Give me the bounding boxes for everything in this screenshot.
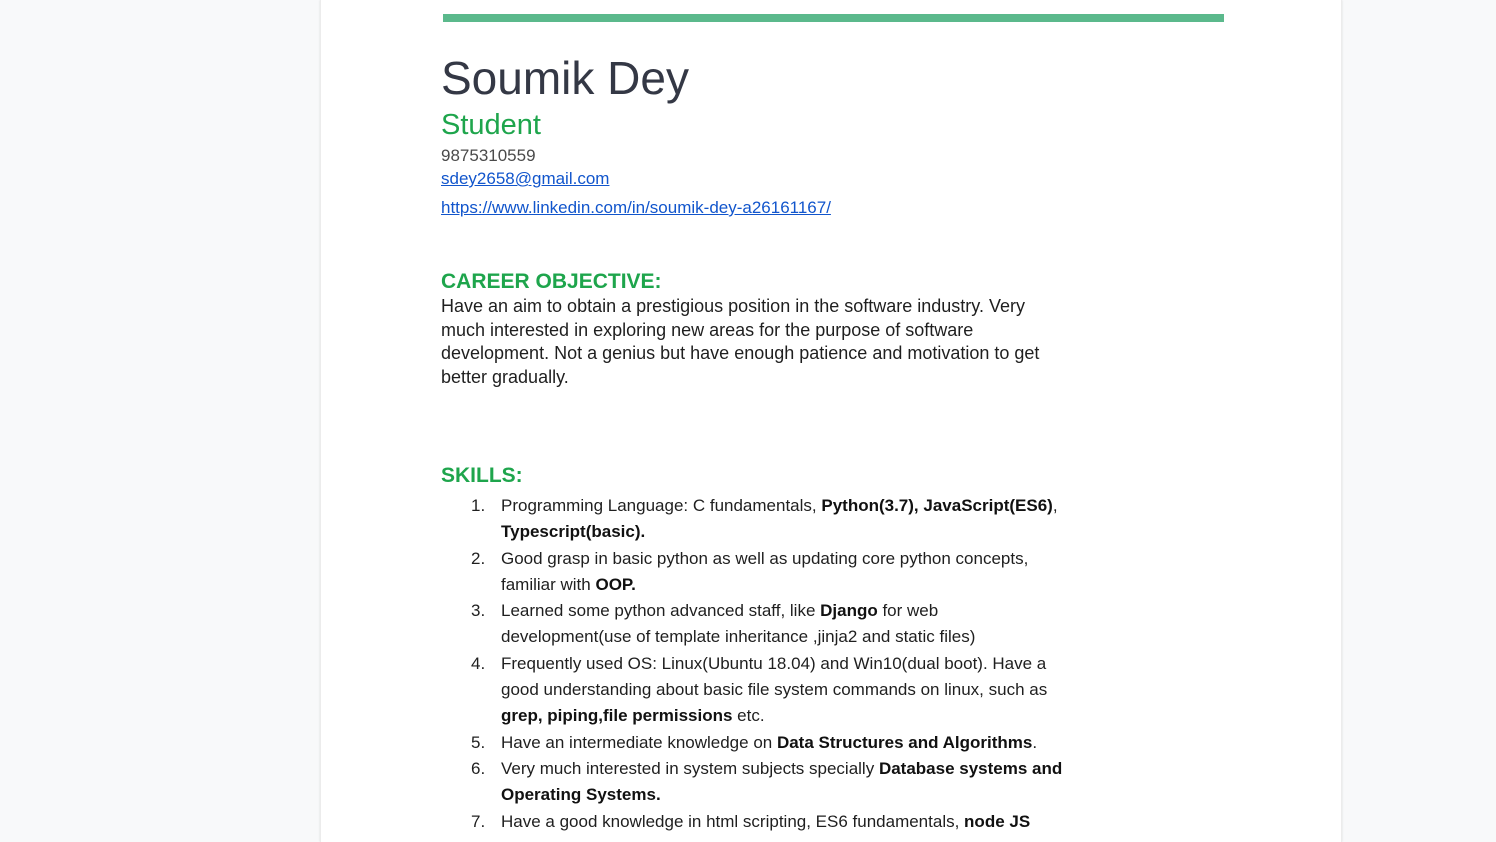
skill-item-number: 2. [471,548,486,568]
resume-content [441,52,1081,835]
skill-item-text: for web development(use of template inheritance ,jinja2 and static files) [501,601,976,647]
skill-item-number: 4. [471,653,486,673]
skill-item-text: Good grasp in basic python as well as updating core python concepts, familiar with [501,548,1029,594]
skill-item-text: Learned some python advanced staff, like [501,601,821,621]
skill-item-number: 7. [471,811,486,831]
skill-item-emphasis: Python(3.7), [821,496,919,515]
skill-item-emphasis: Typescript(basic). [501,522,646,542]
resume-page [320,0,1342,842]
skill-item-text: , [1052,496,1058,515]
skills-list [441,493,1066,835]
skill-item-number: 1. [471,496,486,515]
skill-item [441,546,1066,599]
linkedin-link[interactable]: https://www.linkedin.com/in/soumik-dey-a26161167/ [441,198,831,217]
candidate-role: Student [441,109,541,141]
skill-item-text: Have an intermediate knowledge on [501,732,777,752]
skill-item [441,730,1066,756]
skill-item-text: etc. [732,706,765,726]
career-objective-heading: CAREER OBJECTIVE: [441,270,662,293]
skill-item-emphasis: grep, piping,file permissions [501,706,733,726]
skill-item-emphasis: Data Structures and Algorithms [776,732,1033,752]
skill-item [441,651,1066,730]
header-accent-bar [443,14,1224,22]
skill-item-text: . [1032,732,1038,752]
skill-item-number: 5. [471,732,486,752]
skill-item-emphasis: JavaScript(ES6) [923,496,1053,515]
skill-item-text: Frequently used OS: Linux(Ubuntu 18.04) and Win10(dual boot). Have a good understanding about basic file system commands on linux, such as [501,653,1048,700]
skill-item-emphasis: node JS [964,811,1031,831]
skill-item-text: Programming Language: C fundamentals, [501,496,822,515]
skill-item-emphasis: OOP. [595,574,636,594]
skill-item-text: Very much interested in system subjects specially [501,758,879,778]
skill-item-number: 6. [471,758,486,778]
skill-item [441,809,1066,835]
skills-heading: SKILLS: [441,464,523,487]
skill-item-emphasis: Django [820,601,878,621]
career-objective-text: Have an aim to obtain a prestigious position in the software industry. Very much interested in exploring new areas for the purpose of software development. Not a genius but have enough patience and motivation to get better gradually. [441,296,1040,387]
candidate-name: Soumik Dey [441,52,689,104]
skill-item [441,756,1066,809]
skill-item-number: 3. [471,601,486,621]
email-link[interactable]: sdey2658@gmail.com [441,169,610,188]
phone-number: 9875310559 [441,146,536,165]
skill-item [441,493,1066,546]
skill-item [441,598,1066,651]
skill-item-emphasis: Database systems and Operating Systems. [501,758,1063,805]
skill-item-text: Have a good knowledge in html scripting, ES6 fundamentals, [501,811,965,831]
